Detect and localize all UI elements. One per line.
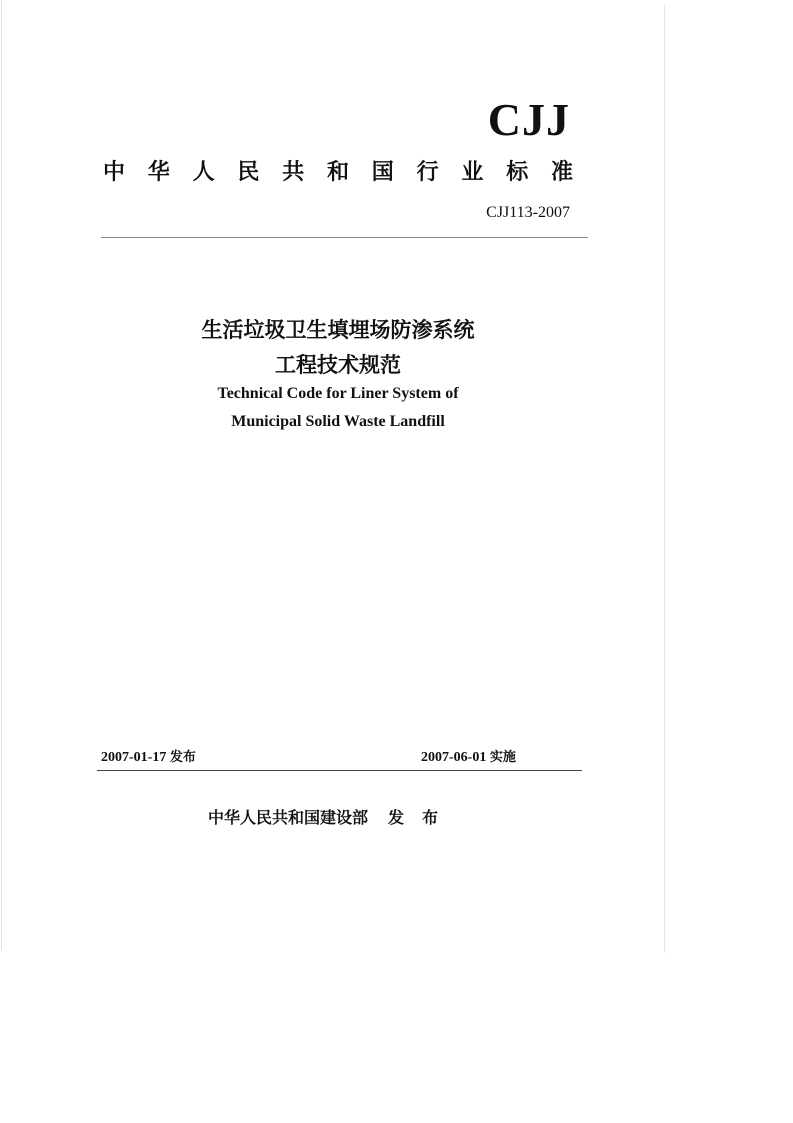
issue-date: 2007-01-17 bbox=[101, 750, 167, 765]
header-divider bbox=[101, 237, 588, 238]
page-edge-left bbox=[1, 0, 2, 950]
footer-divider bbox=[97, 770, 582, 771]
implementation-date: 2007-06-01 bbox=[421, 750, 487, 765]
implementation-date-row bbox=[421, 748, 516, 768]
implementation-label: 实施 bbox=[489, 750, 516, 765]
document-title-en-line2: Municipal Solid Waste Landfill bbox=[231, 413, 445, 430]
document-title-cn-line2: 工程技术规范 bbox=[275, 353, 401, 377]
standard-category-title: 中 华 人 民 共 和 国 行 业 标 准 bbox=[103, 160, 573, 185]
document-title-cn-line1: 生活垃圾卫生填埋场防渗系统 bbox=[201, 318, 475, 342]
issue-date-row bbox=[101, 748, 196, 768]
issuer-action: 发布 bbox=[388, 808, 457, 827]
document-title-en-line1: Technical Code for Liner System of bbox=[217, 385, 459, 402]
series-code: CJJ bbox=[487, 94, 570, 145]
standard-number: CJJ113-2007 bbox=[486, 204, 570, 221]
issue-label: 发布 bbox=[169, 750, 196, 765]
issuer-line bbox=[208, 806, 456, 830]
issuer-name: 中华人民共和国建设部 bbox=[208, 808, 369, 827]
page-edge-right bbox=[664, 5, 665, 953]
